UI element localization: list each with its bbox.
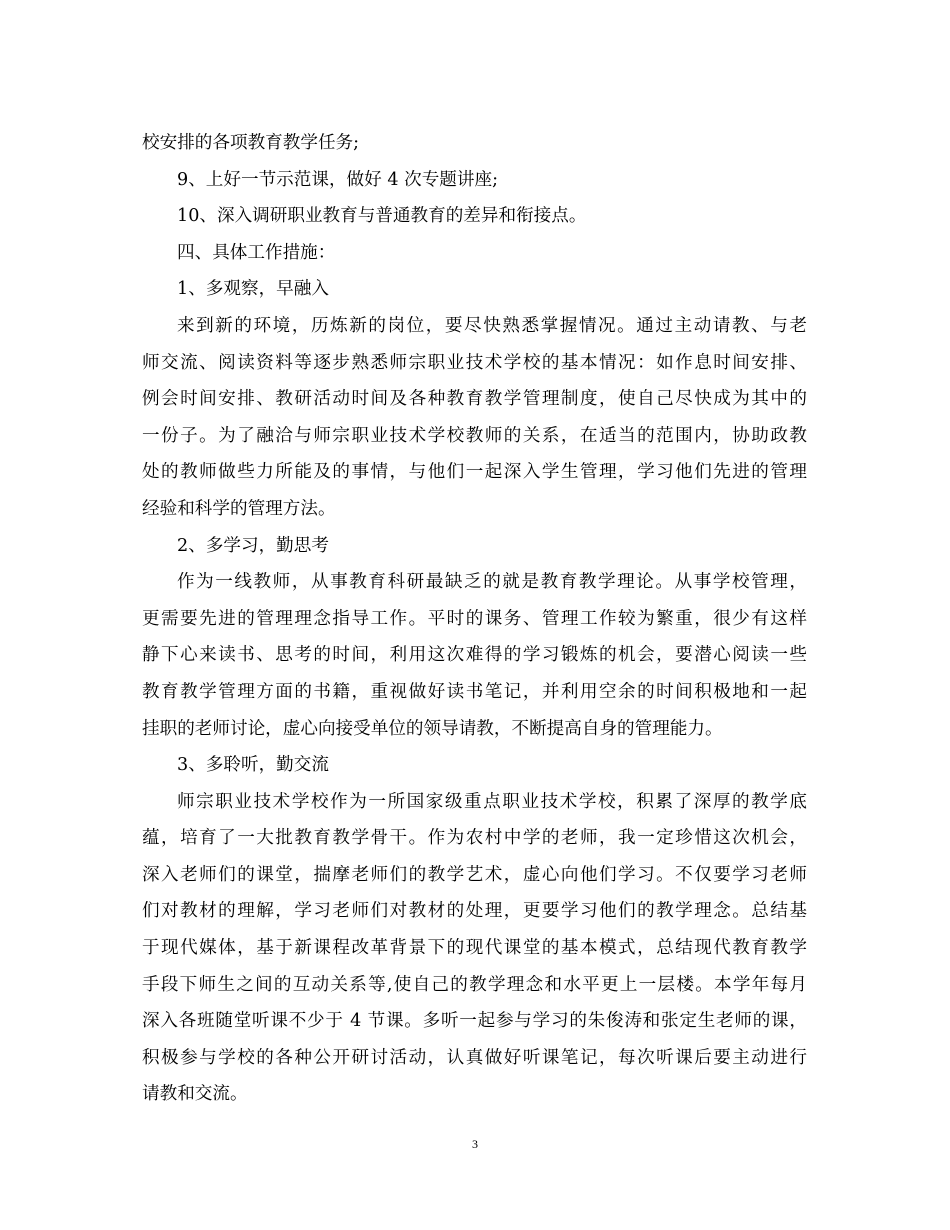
text-line: 于现代媒体，基于新课程改革背景下的现代课堂的基本模式，总结现代教育教学 — [142, 938, 807, 959]
text-line: 挂职的老师讨论，虚心向接受单位的领导请教，不断提高自身的管理能力。 — [142, 718, 723, 739]
text-line: 深入老师们的课堂，揣摩老师们的教学艺术，虚心向他们学习。不仅要学习老师 — [142, 864, 807, 885]
text-line: 3、多聆听，勤交流 — [177, 755, 329, 776]
page-number: 3 — [472, 1137, 478, 1151]
text-line: 1、多观察，早融入 — [177, 279, 329, 300]
text-line: 10、深入调研职业教育与普通教育的差异和衔接点。 — [177, 206, 587, 227]
text-line: 师交流、阅读资料等逐步熟悉师宗职业技术学校的基本情况：如作息时间安排、 — [142, 352, 807, 373]
text-line: 深入各班随堂听课不少于 4 节课。多听一起参与学习的朱俊涛和张定生老师的课， — [142, 1011, 807, 1032]
text-line: 作为一线教师，从事教育科研最缺乏的就是教育教学理论。从事学校管理， — [177, 572, 807, 593]
text-line: 例会时间安排、教研活动时间及各种教育教学管理制度，使自己尽快成为其中的 — [142, 389, 807, 410]
text-line: 处的教师做些力所能及的事情，与他们一起深入学生管理，学习他们先进的管理 — [142, 462, 807, 483]
text-line: 9、上好一节示范课，做好 4 次专题讲座; — [177, 169, 499, 190]
text-line: 教育教学管理方面的书籍，重视做好读书笔记，并利用空余的时间积极地和一起 — [142, 681, 807, 702]
text-line: 更需要先进的管理理念指导工作。平时的课务、管理工作较为繁重，很少有这样 — [142, 608, 807, 629]
text-line: 们对教材的理解，学习老师们对教材的处理，更要学习他们的教学理念。总结基 — [142, 901, 807, 922]
text-line: 经验和科学的管理方法。 — [142, 498, 336, 519]
text-line: 一份子。为了融洽与师宗职业技术学校教师的关系，在适当的范围内，协助政教 — [142, 425, 807, 446]
text-line: 来到新的环境，历炼新的岗位，要尽快熟悉掌握情况。通过主动请教、与老 — [177, 315, 807, 336]
text-line: 2、多学习，勤思考 — [177, 535, 329, 556]
text-line: 静下心来读书、思考的时间，利用这次难得的学习锻炼的机会，要潜心阅读一些 — [142, 645, 807, 666]
text-line: 四、具体工作措施： — [177, 242, 336, 263]
text-line: 请教和交流。 — [142, 1084, 248, 1105]
text-line: 手段下师生之间的互动关系等,使自己的教学理念和水平更上一层楼。本学年每月 — [142, 974, 807, 995]
document-body — [142, 125, 807, 1113]
text-line: 师宗职业技术学校作为一所国家级重点职业技术学校，积累了深厚的教学底 — [177, 791, 807, 812]
text-line: 校安排的各项教育教学任务; — [142, 133, 360, 153]
text-line: 蕴，培育了一大批教育教学骨干。作为农村中学的老师，我一定珍惜这次机会， — [142, 828, 807, 849]
text-line: 积极参与学校的各种公开研讨活动，认真做好听课笔记，每次听课后要主动进行 — [142, 1047, 807, 1068]
